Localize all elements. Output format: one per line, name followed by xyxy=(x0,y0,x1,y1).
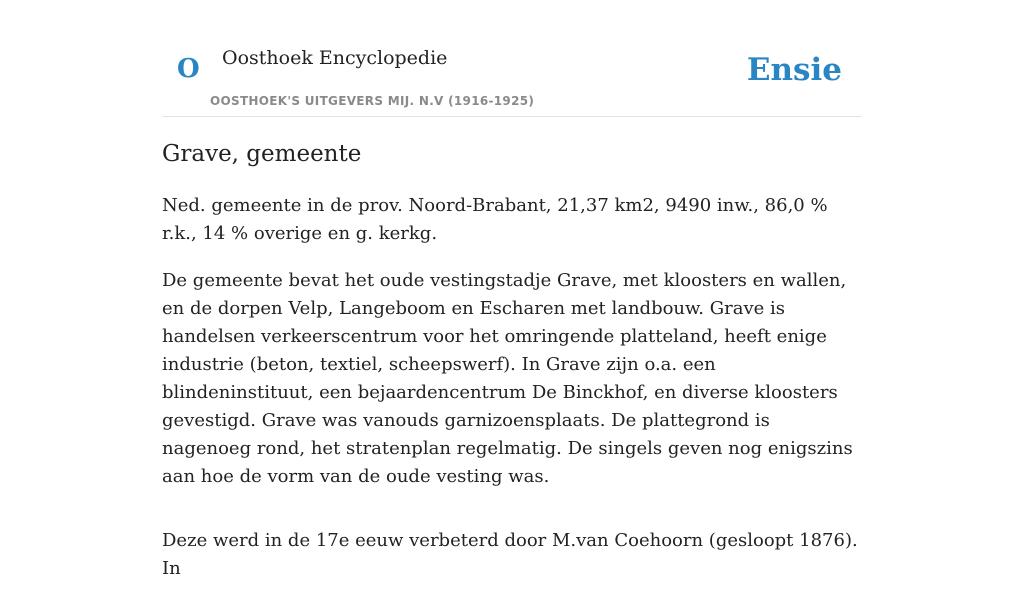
article-paragraph: De gemeente bevat het oude vestingstadje Grave, met kloosters en wallen, en de dorpen Velp, Langeboom en Escharen met landbouw. Grave is handelsen verkeerscentrum voor het omringende platteland, heeft enige industrie (beton, textiel, scheepswerf). In Grave zijn o.a. een blindeninstituut, een bejaardencentrum De Binckhof, en diverse kloosters gevestigd. Grave was vanouds garnizoensplaats. De plattegrond is nagenoeg rond, het stratenplan regelmatig. De singels geven nog enigszins aan hoe de vorm van de oude vesting was. xyxy=(162,270,853,487)
publisher-label: OOSTHOEK'S UITGEVERS MIJ. N.V (1916-1925) xyxy=(210,94,535,108)
ensie-logo-link[interactable]: Ensie xyxy=(746,52,842,88)
article-paragraph: Ned. gemeente in de prov. Noord-Brabant, 21,37 km2, 9490 inw., 86,0 % r.k., 14 % overige en g. kerkg. xyxy=(162,195,828,244)
book-logo-icon[interactable]: O xyxy=(177,54,200,84)
article-paragraph: Deze werd in de 17e eeuw verbeterd door M.van Coehoorn (gesloopt 1876). In xyxy=(162,530,858,579)
book-header xyxy=(162,0,862,117)
book-title-link[interactable]: Oosthoek Encyclopedie xyxy=(222,47,448,69)
article-title: Grave, gemeente xyxy=(162,141,362,167)
article-content xyxy=(162,138,862,602)
